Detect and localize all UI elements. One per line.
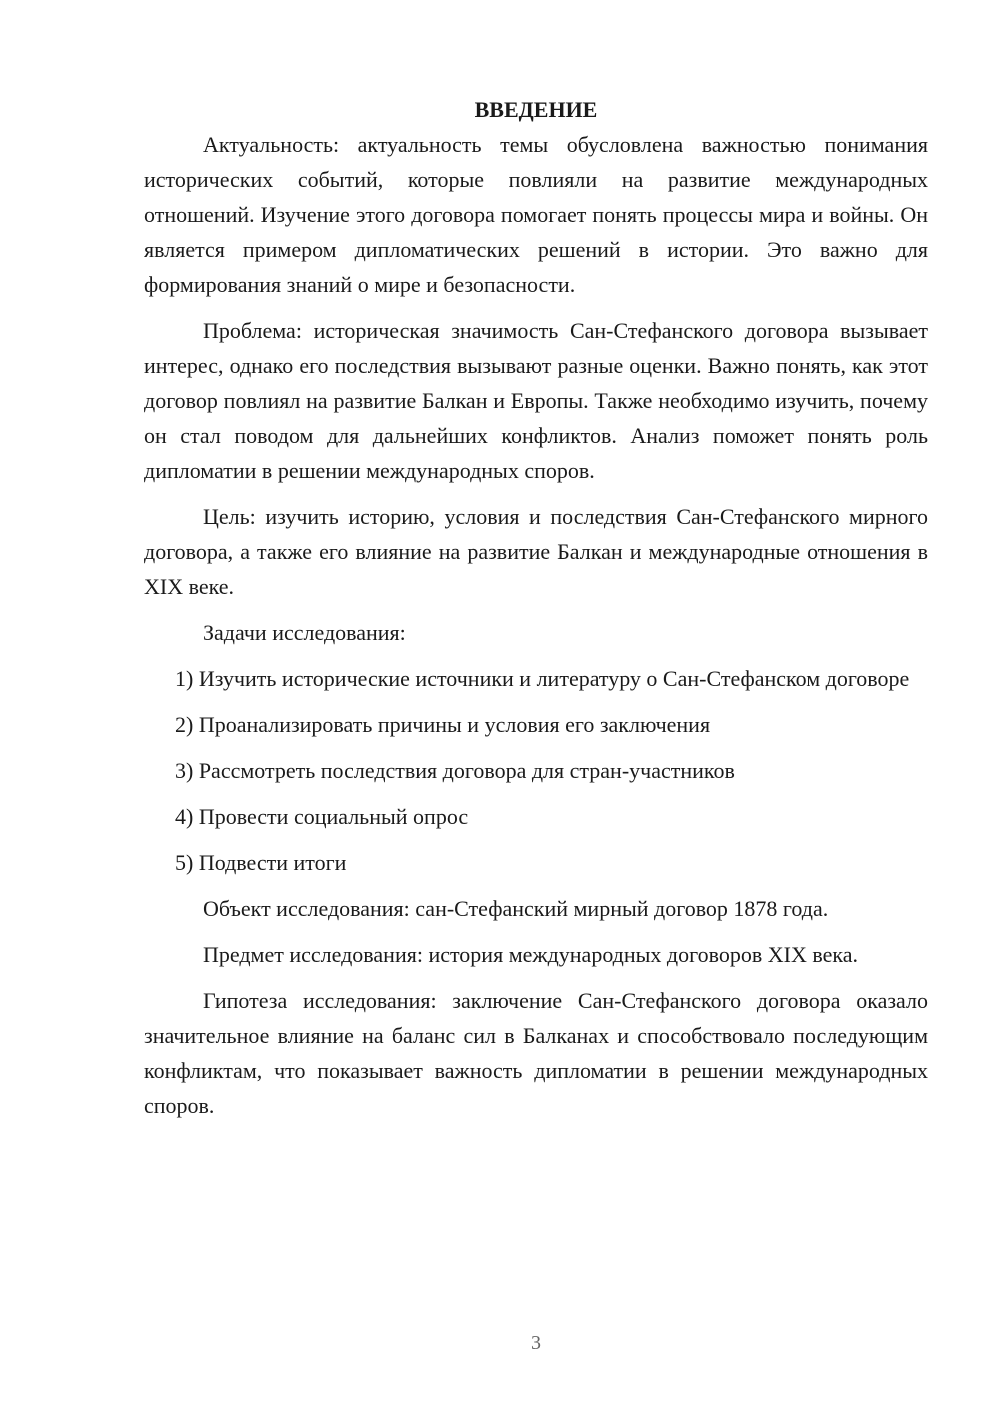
research-subject-paragraph: Предмет исследования: история международных договоров XIX века. bbox=[203, 942, 858, 967]
hypothesis-paragraph: Гипотеза исследования: заключение Сан-Стефанского договора оказало значительное влияние на баланс сил в Балканах и способствовало последующим конфликтам, что показывает важность дипломатии в решении международных споров. bbox=[144, 988, 928, 1118]
research-object-paragraph: Объект исследования: сан-Стефанский мирный договор 1878 года. bbox=[203, 896, 829, 921]
task-item-3: 3) Рассмотреть последствия договора для стран-участников bbox=[175, 758, 735, 783]
task-item-1: 1) Изучить исторические источники и литературу о Сан-Стефанском договоре bbox=[175, 666, 910, 691]
section-title: ВВЕДЕНИЕ bbox=[474, 97, 598, 122]
task-item-5: 5) Подвести итоги bbox=[175, 850, 347, 875]
tasks-heading: Задачи исследования: bbox=[203, 620, 406, 645]
document-page bbox=[144, 92, 928, 1123]
relevance-paragraph: Актуальность: актуальность темы обусловлена важностью понимания исторических событий, которые повлияли на развитие международных отношений. Изучение этого договора помогает понять процессы мира и войны. Он является примером дипломатических решений в истории. Это важно для формирования знаний о мире и безопасности. bbox=[144, 132, 928, 297]
goal-paragraph: Цель: изучить историю, условия и последствия Сан-Стефанского мирного договора, а также его влияние на развитие Балкан и международные отношения в XIX веке. bbox=[144, 504, 928, 599]
problem-paragraph: Проблема: историческая значимость Сан-Стефанского договора вызывает интерес, однако его последствия вызывают разные оценки. Важно понять, как этот договор повлиял на развитие Балкан и Европы. Также необходимо изучить, почему он стал поводом для дальнейших конфликтов. Анализ поможет понять роль дипломатии в решении международных споров. bbox=[144, 318, 928, 483]
task-item-2: 2) Проанализировать причины и условия его заключения bbox=[175, 712, 711, 737]
task-item-4: 4) Провести социальный опрос bbox=[175, 804, 469, 829]
page-number: 3 bbox=[531, 1332, 541, 1354]
